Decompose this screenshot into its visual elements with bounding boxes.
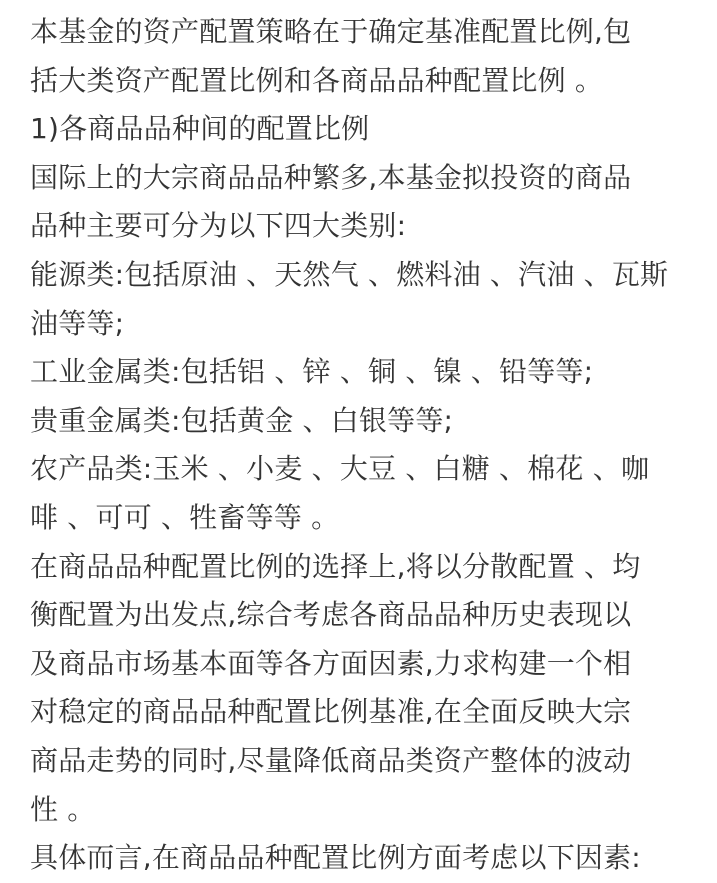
text-line: 及商品市场基本面等各方面因素,力求构建一个相	[30, 646, 632, 680]
text-line: 农产品类:玉米 、小麦 、大豆 、白糖 、棉花 、咖	[30, 452, 650, 486]
section-heading: 1)各商品品种间的配置比例	[30, 112, 370, 146]
text-line: 啡 、可可 、牲畜等等 。	[30, 500, 340, 534]
text-line: 在商品品种配置比例的选择上,将以分散配置 、均	[30, 549, 641, 583]
text-line: 工业金属类:包括铝 、锌 、铜 、镍 、铅等等;	[30, 355, 594, 389]
text-line: 国际上的大宗商品品种繁多,本基金拟投资的商品	[30, 160, 632, 194]
text-line: 商品走势的同时,尽量降低商品类资产整体的波动	[30, 743, 632, 777]
text-line: 能源类:包括原油 、天然气 、燃料油 、汽油 、瓦斯	[30, 257, 669, 291]
text-line: 本基金的资产配置策略在于确定基准配置比例,包	[30, 15, 632, 48]
text-line: 品种主要可分为以下四大类别:	[30, 209, 407, 243]
text-line: 具体而言,在商品品种配置比例方面考虑以下因素:	[30, 841, 641, 875]
text-line: 油等等;	[30, 306, 125, 340]
text-line: 性 。	[30, 792, 96, 826]
text-line: 衡配置为出发点,综合考虑各商品品种历史表现以	[30, 598, 632, 632]
text-line: 对稳定的商品品种配置比例基准,在全面反映大宗	[30, 695, 632, 729]
text-line: 括大类资产配置比例和各商品品种配置比例 。	[30, 63, 604, 97]
document-body	[30, 8, 700, 883]
text-line: 贵重金属类:包括黄金 、白银等等;	[30, 403, 454, 437]
